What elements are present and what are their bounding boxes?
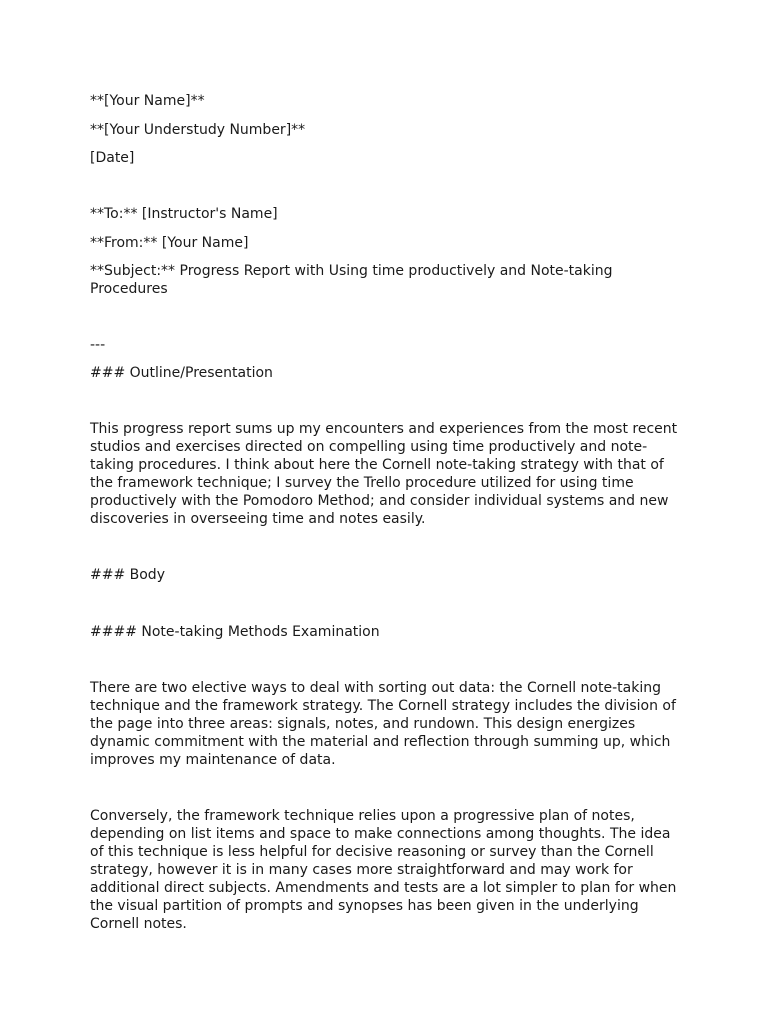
outline-paragraph: This progress report sums up my encounters and experiences from the most recent studios and exercises directed on compelling using time productively and note-taking procedures. I think about here the Cornell note-taking strategy with that of the framework technique; I survey the Trello procedure utilized for using time productively with the Pomodoro Method; and consider individual systems and new discoveries in overseeing time and notes easily.: [90, 421, 678, 527]
methods-heading: #### Note-taking Methods Examination: [90, 624, 380, 640]
outline-heading: ### Outline/Presentation: [90, 365, 273, 381]
author-name: **[Your Name]**: [90, 93, 205, 109]
memo-to: **To:** [Instructor's Name]: [90, 206, 278, 222]
methods-paragraph-1: There are two elective ways to deal with sorting out data: the Cornell note-taking technique and the framework strategy. The Cornell strategy includes the division of the page into three areas: signals, notes, and rundown. This design energizes dynamic commitment with the material and reflection through summing up, which improves my maintenance of data.: [90, 680, 676, 768]
memo-subject: **Subject:** Progress Report with Using time productively and Note-taking Procedures: [90, 263, 613, 297]
memo-from: **From:** [Your Name]: [90, 235, 249, 251]
body-heading: ### Body: [90, 567, 165, 583]
student-number: **[Your Understudy Number]**: [90, 122, 306, 138]
document-date: [Date]: [90, 150, 135, 166]
separator: ---: [90, 337, 106, 353]
methods-paragraph-2: Conversely, the framework technique relies upon a progressive plan of notes, depending on list items and space to make connections among thoughts. The idea of this technique is less helpful for decisive reasoning or survey than the Cornell strategy, however it is in many cases more straightforward and may work for additional direct subjects. Amendments and tests are a lot simpler to plan for when the visual partition of prompts and synopses has been given in the underlying Cornell notes.: [90, 808, 677, 932]
